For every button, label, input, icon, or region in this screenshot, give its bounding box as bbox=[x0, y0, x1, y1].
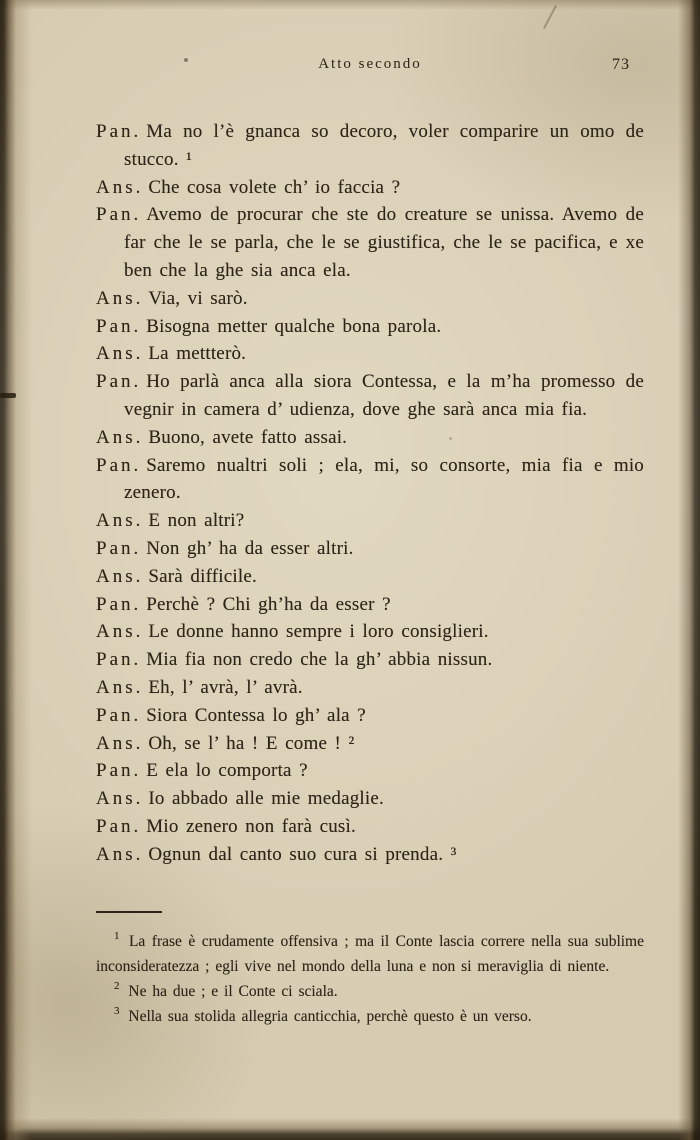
dialogue-line bbox=[96, 368, 644, 424]
speaker-name: Pan. bbox=[96, 815, 142, 837]
speaker-name: Pan. bbox=[96, 315, 142, 337]
dialogue-line bbox=[96, 674, 644, 702]
dialogue-line bbox=[96, 118, 644, 174]
dialogue-line bbox=[96, 201, 644, 284]
speech-text: Buono, avete fatto assai. bbox=[148, 426, 348, 448]
speaker-name: Ans. bbox=[96, 676, 144, 698]
speaker-name: Ans. bbox=[96, 426, 144, 448]
footnote-marker: 3 bbox=[114, 1005, 120, 1018]
speaker-name: Pan. bbox=[96, 649, 142, 671]
speaker-name: Ans. bbox=[96, 732, 144, 754]
dialogue-block bbox=[96, 118, 644, 869]
page-edge-mark bbox=[0, 393, 16, 398]
dialogue-line bbox=[96, 313, 644, 341]
footnotes-block bbox=[96, 929, 644, 1029]
footnote-marker: 2 bbox=[114, 980, 120, 993]
dialogue-line bbox=[96, 785, 644, 813]
speaker-name: Ans. bbox=[96, 287, 144, 309]
dialogue-line bbox=[96, 702, 644, 730]
dialogue-line bbox=[96, 535, 644, 563]
speaker-name: Ans. bbox=[96, 176, 144, 198]
dialogue-line bbox=[96, 563, 644, 591]
dialogue-line bbox=[96, 813, 644, 841]
speaker-name: Ans. bbox=[96, 565, 144, 587]
speech-text: E ela lo comporta ? bbox=[146, 760, 308, 782]
footnote bbox=[96, 929, 644, 979]
footnote-text: La frase è crudamente offensiva ; ma il Conte lascia correre nella sua sublime inconsideratezza ; egli vive nel mondo della luna e non si meraviglia di niente. bbox=[96, 932, 644, 975]
speaker-name: Pan. bbox=[96, 704, 142, 726]
dialogue-line bbox=[96, 730, 644, 758]
speaker-name: Ans. bbox=[96, 621, 144, 643]
page-content bbox=[96, 56, 644, 1029]
dialogue-line bbox=[96, 174, 644, 202]
speech-text: Eh, l’ avrà, l’ avrà. bbox=[148, 676, 303, 698]
speech-text: Ma no l’è gnanca so decoro, voler comparire un omo de stucco. ¹ bbox=[124, 121, 644, 170]
dialogue-line bbox=[96, 424, 644, 452]
page-number: 73 bbox=[612, 56, 630, 73]
speech-text: Non gh’ ha da esser altri. bbox=[146, 537, 354, 559]
dialogue-line bbox=[96, 285, 644, 313]
speech-text: Via, vi sarò. bbox=[148, 287, 248, 309]
speaker-name: Ans. bbox=[96, 343, 144, 365]
speech-text: Che cosa volete ch’ io faccia ? bbox=[148, 176, 401, 198]
speech-text: E non altri? bbox=[148, 510, 245, 532]
speech-text: Oh, se l’ ha ! E come ! ² bbox=[148, 732, 355, 754]
speaker-name: Pan. bbox=[96, 537, 142, 559]
speaker-name: Pan. bbox=[96, 454, 142, 476]
speech-text: Io abbado alle mie medaglie. bbox=[148, 788, 384, 810]
speech-text: Le donne hanno sempre i loro consiglieri. bbox=[148, 621, 489, 643]
speaker-name: Pan. bbox=[96, 371, 142, 393]
footnote-marker: 1 bbox=[114, 930, 120, 943]
speech-text: Ho parlà anca alla siora Contessa, e la m’ha promesso de vegnir in camera d’ udienza, dove ghe sarà anca mia fia. bbox=[124, 371, 644, 420]
speaker-name: Pan. bbox=[96, 593, 142, 615]
speech-text: Avemo de procurar che ste do creature se unissa. Avemo de far che le se parla, che le se giustifica, che le se pacifica, e xe ben che la ghe sia anca ela. bbox=[124, 204, 644, 281]
speaker-name: Ans. bbox=[96, 788, 144, 810]
dialogue-line bbox=[96, 757, 644, 785]
speech-text: Perchè ? Chi gh’ha da esser ? bbox=[146, 593, 391, 615]
dialogue-line bbox=[96, 340, 644, 368]
speaker-name: Ans. bbox=[96, 510, 144, 532]
paper-scratch bbox=[543, 5, 557, 29]
speaker-name: Ans. bbox=[96, 843, 144, 865]
speaker-name: Pan. bbox=[96, 204, 142, 226]
speech-text: Saremo nualtri soli ; ela, mi, so consorte, mia fia e mio zenero. bbox=[124, 454, 644, 504]
dialogue-line bbox=[96, 507, 644, 535]
speech-text: Mia fia non credo che la gh’ abbia nissun. bbox=[146, 649, 493, 671]
dialogue-line bbox=[96, 841, 644, 869]
dialogue-line bbox=[96, 646, 644, 674]
speaker-name: Pan. bbox=[96, 121, 142, 142]
speech-text: La mettterò. bbox=[148, 343, 247, 365]
page-header bbox=[96, 56, 644, 78]
dialogue-line bbox=[96, 452, 644, 508]
speech-text: Bisogna metter qualche bona parola. bbox=[146, 315, 442, 337]
dialogue-line bbox=[96, 591, 644, 619]
footnote-text: Nella sua stolida allegria canticchia, perchè questo è un verso. bbox=[122, 1007, 532, 1025]
speaker-name: Pan. bbox=[96, 760, 142, 782]
speech-text: Siora Contessa lo gh’ ala ? bbox=[146, 704, 366, 726]
footnote-text: Ne ha due ; e il Conte ci sciala. bbox=[122, 982, 338, 1000]
speech-text: Sarà difficile. bbox=[148, 565, 257, 587]
speech-text: Mio zenero non farà cusì. bbox=[146, 815, 356, 837]
footnote bbox=[96, 1004, 644, 1029]
dialogue-line bbox=[96, 618, 644, 646]
footnote bbox=[96, 979, 644, 1004]
running-title: Atto secondo bbox=[318, 56, 422, 72]
footnote-separator bbox=[96, 911, 162, 913]
speech-text: Ognun dal canto suo cura si prenda. ³ bbox=[148, 843, 457, 865]
